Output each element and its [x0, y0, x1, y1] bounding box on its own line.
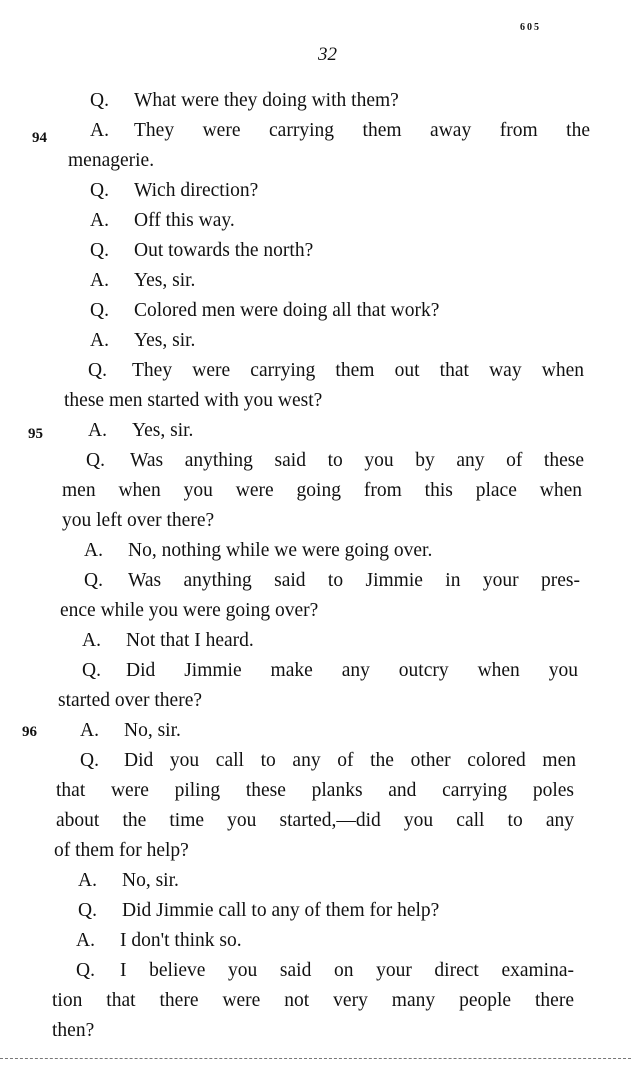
line-text: that were piling these planks and carrying poles: [56, 780, 574, 801]
transcript-line: [90, 326, 195, 356]
speaker-label: A.: [78, 870, 97, 891]
line-text: menagerie.: [68, 150, 155, 171]
transcript-line: [84, 536, 432, 566]
line-text: They were carrying them out that way when: [132, 360, 584, 381]
speaker-label: Q.: [90, 300, 109, 321]
line-text: men when you were going from this place when: [62, 480, 582, 501]
speaker-label: A.: [90, 120, 109, 141]
bottom-edge-rule: [0, 1058, 631, 1059]
line-text: Did Jimmie call to any of them for help?: [122, 900, 440, 921]
speaker-label: A.: [90, 330, 109, 351]
line-text: No, sir.: [122, 870, 179, 891]
speaker-label: A.: [82, 630, 101, 651]
transcript-line: [56, 776, 574, 806]
line-text: No, sir.: [124, 720, 181, 741]
line-text: Colored men were doing all that work?: [134, 300, 440, 321]
transcript-line: [82, 626, 254, 656]
transcript-line: [84, 566, 580, 596]
transcript-line: [62, 506, 214, 536]
line-text: Yes, sir.: [134, 270, 196, 291]
transcript-line: [90, 266, 195, 296]
line-text: Was anything said to you by any of these: [130, 450, 584, 471]
speaker-label: Q.: [80, 750, 99, 771]
transcript-line: [56, 806, 574, 836]
speaker-label: Q.: [86, 450, 105, 471]
line-text: you left over there?: [62, 510, 215, 531]
speaker-label: Q.: [90, 180, 109, 201]
margin-number: 96: [22, 724, 37, 740]
line-text: of them for help?: [54, 840, 189, 861]
transcript-line: [88, 416, 193, 446]
speaker-label: Q.: [90, 240, 109, 261]
line-text: Off this way.: [134, 210, 235, 231]
line-text: Did Jimmie make any outcry when you: [126, 660, 578, 681]
line-text: these men started with you west?: [64, 390, 323, 411]
speaker-label: Q.: [82, 660, 101, 681]
transcript-line: [58, 686, 202, 716]
transcript-line: [76, 956, 574, 986]
line-text: Yes, sir.: [132, 420, 194, 441]
speaker-label: A.: [90, 270, 109, 291]
speaker-label: A.: [88, 420, 107, 441]
transcript-line: [80, 746, 576, 776]
speaker-label: A.: [76, 930, 95, 951]
margin-number: 94: [32, 130, 47, 146]
transcript-line: [90, 176, 258, 206]
transcript-line: [90, 206, 235, 236]
line-text: started over there?: [58, 690, 203, 711]
speaker-label: Q.: [76, 960, 95, 981]
transcript-line: [80, 716, 181, 746]
transcript-line: [90, 236, 313, 266]
line-text: Wich direction?: [134, 180, 259, 201]
line-text: Out towards the north?: [134, 240, 314, 261]
line-text: They were carrying them away from the: [134, 120, 590, 141]
line-text: I believe you said on your direct examina-: [120, 960, 574, 981]
page-number: 32: [318, 44, 337, 65]
speaker-label: Q.: [78, 900, 97, 921]
margin-number: 95: [28, 426, 43, 442]
transcript-line: [62, 476, 582, 506]
transcript-line: [68, 146, 154, 176]
speaker-label: A.: [84, 540, 103, 561]
line-text: I don't think so.: [120, 930, 242, 951]
line-text: Yes, sir.: [134, 330, 196, 351]
transcript-line: [78, 896, 439, 926]
line-text: tion that there were not very many people there: [52, 990, 574, 1011]
transcript-line: [88, 356, 584, 386]
speaker-label: A.: [90, 210, 109, 231]
transcript-line: [90, 86, 399, 116]
line-text: Did you call to any of the other colored men: [124, 750, 576, 771]
transcript-line: [54, 836, 189, 866]
speaker-label: Q.: [88, 360, 107, 381]
transcript-line: [76, 926, 242, 956]
line-text: Was anything said to Jimmie in your pres-: [128, 570, 580, 591]
transcript-line: [82, 656, 578, 686]
line-text: ence while you were going over?: [60, 600, 319, 621]
transcript-line: [52, 986, 574, 1016]
transcript-line: [60, 596, 318, 626]
speaker-label: A.: [80, 720, 99, 741]
transcript-line: [90, 116, 590, 146]
transcript-line: [90, 296, 439, 326]
transcript-line: [86, 446, 584, 476]
speaker-label: Q.: [90, 90, 109, 111]
line-text: What were they doing with them?: [134, 90, 399, 111]
transcript-line: [52, 1016, 94, 1046]
line-text: Not that I heard.: [126, 630, 254, 651]
page-stamp: 605: [520, 22, 541, 33]
speaker-label: Q.: [84, 570, 103, 591]
transcript-line: [64, 386, 322, 416]
line-text: then?: [52, 1020, 95, 1041]
line-text: about the time you started,—did you call to any: [56, 810, 574, 831]
line-text: No, nothing while we were going over.: [128, 540, 433, 561]
transcript-line: [78, 866, 179, 896]
